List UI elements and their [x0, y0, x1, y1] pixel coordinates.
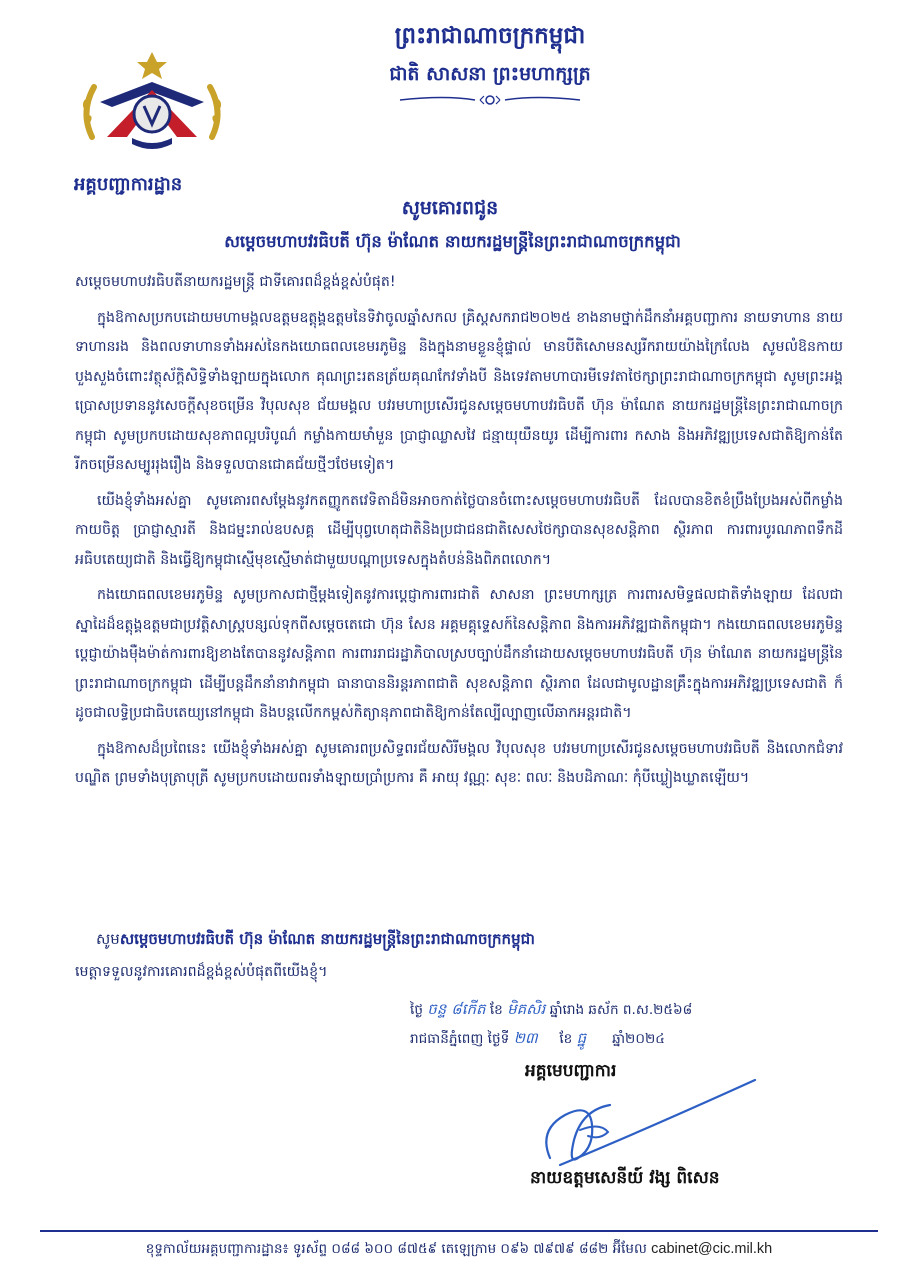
closing-addressee: សម្តេចមហាបវរធិបតី ហ៊ុន ម៉ាណែត នាយករដ្ឋមន្ត្រីនៃព្រះរាជាណាចក្រកម្ពុជា: [119, 930, 535, 948]
footer-contact: [40, 1240, 878, 1260]
signatory-title: អគ្គមេបញ្ជាការ: [525, 1061, 617, 1081]
handwritten-signature: [530, 1070, 760, 1180]
footer-contact-text: ខុទ្ទកាល័យអគ្គបញ្ជាការដ្ឋាន៖ ទូរស័ព្ទ ០៨៨ ៦០០ ៨៧៥៩ តេឡេក្រាម ០៩៦ ៧៩៧៩ ៨៨២ អ៊ីមែល: [145, 1241, 647, 1257]
closing-line-1: [96, 930, 856, 952]
ornament-divider-icon: [395, 92, 585, 106]
lunar-month-label: ខែ: [489, 1002, 503, 1018]
body-paragraph-4: ក្នុងឱកាសដ៏ប្រពៃនេះ យើងខ្ញុំទាំងអស់គ្នា សូមគោរពប្រសិទ្ធពរជ័យសិរីមង្គល វិបុលសុខ បវរមហាប្រសើរជូនសម្តេចមហាបវរធិបតី និងលោកជំទាវបណ្ឌិត ព្រមទាំងបុត្រាបុត្រី សូមប្រកបដោយពរទាំងឡាយប្រាំប្រការ គឺ អាយុ វណ្ណៈ សុខៈ ពលៈ និងបដិភាណៈ កុំបីឃ្លៀងឃ្លាតឡើយ។: [75, 740, 843, 786]
closing-prefix: សូម: [96, 930, 120, 948]
military-emblem-icon: [72, 42, 232, 167]
footer-email[interactable]: cabinet@cic.mil.kh: [651, 1241, 773, 1257]
lunar-prefix: ថ្ងៃ: [410, 1002, 423, 1018]
body-paragraph-1: ក្នុងឱកាសប្រកបដោយមហាមង្គលឧត្តមឧត្តុង្គឧត្តមនៃទិវាចូលឆ្នាំសកល គ្រិស្តសករាជ២០២៥ ខាងនាមថ្នាក់ដឹកនាំអគ្គបញ្ជាការ នាយទាហាន នាយទាហានរង និងពលទាហានទាំងអស់នៃកងយោធពលខេមរភូមិន្ទ និងក្នុងនាមខ្លួនខ្ញុំផ្ទាល់ មានបីតិសោមនស្សរីករាយយ៉ាងក្រៃលែង សូមលំឱនកាយបួងសួងចំពោះវត្ថុស័ក្តិសិទ្ធិទាំងឡាយក្នុងលោក គុណព្រះរតនត្រ័យគុណកែវទាំងបី និងទេវតាមហាបារមីទេវតាថៃក្សាព្រះរាជាណាចក្រកម្ពុជា សូមព្រះអង្គប្រោសប្រទាននូវសេចក្តីសុខចម្រើន វិបុលសុខ ជ័យមង្គល បវរមហាប្រសើរជូនសម្តេចមហាបវរធិបតី ហ៊ុន ម៉ាណែត នាយករដ្ឋមន្ត្រីនៃព្រះរាជាណាចក្រកម្ពុជា សូមប្រកបដោយសុខភាពល្អបរិបូណ៌ កម្លាំងកាយមាំមួន ប្រាជ្ញាឈ្លាសវៃ ជន្មាយុយឺនយូរ ដើម្បីការពារ កសាង និងអភិវឌ្ឍប្រទេសជាតិឱ្យកាន់តែរីកចម្រើនសម្បូររុងរឿង និងទទួលបានជោគជ័យថ្មីៗថែមទៀត។: [75, 309, 843, 473]
greeting-line: សម្ដេចមហាបវរធិបតីនាយករដ្ឋមន្ត្រី ជាទីគោរពដ៏ខ្ពង់ខ្ពស់បំផុត!: [75, 274, 396, 290]
national-motto: ជាតិ សាសនា ព្រះមហាក្សត្រ: [389, 63, 591, 85]
letter-body: [75, 268, 843, 800]
signatory-name: នាយឧត្តមសេនីយ៍ វង្ស ពិសេន: [530, 1168, 720, 1188]
lunar-day: ចន្ទ ៨កើត: [427, 1000, 486, 1018]
lunar-year: ឆ្នាំរោង ឆស័ក ព.ស.២៥៦៨: [549, 1002, 693, 1018]
addressee: សម្ដេចមហាបវរធិបតី ហ៊ុន ម៉ាណែត នាយករដ្ឋមន្ត្រីនៃព្រះរាជាណាចក្រកម្ពុជា: [224, 232, 681, 251]
kingdom-title: ព្រះរាជាណាចក្រកម្ពុជា: [394, 22, 586, 49]
date-day: ២៣: [513, 1029, 538, 1047]
footer-divider: [40, 1230, 878, 1232]
month-label: ខែ: [559, 1031, 573, 1047]
date-year: ឆ្នាំ២០២៤: [612, 1031, 665, 1047]
salutation: សូមគោរពជូន: [401, 197, 499, 219]
place-prefix: រាជធានីភ្នំពេញ ថ្ងៃទី: [410, 1031, 510, 1047]
dateline: [410, 995, 860, 1053]
lunar-date-line: [410, 995, 860, 1024]
organization-name: អគ្គបញ្ជាការដ្ឋាន: [74, 174, 183, 195]
date-month: ធ្នូ: [576, 1029, 587, 1047]
solar-date-line: [410, 1024, 860, 1053]
lunar-month: មិគសិរ: [507, 1000, 546, 1018]
body-paragraph-3: កងយោធពលខេមរភូមិន្ទ សូមប្រកាសជាថ្មីម្តងទៀតនូវការប្តេជ្ញាការពារជាតិ សាសនា ព្រះមហាក្សត្រ ការពារសមិទ្ធផលជាតិទាំងឡាយ ដែលជាស្នាដៃដ៏ឧត្តុង្គឧត្តមជាប្រវត្តិសាស្ត្របន្សល់ទុកពីសម្តេចតេជោ ហ៊ុន សែន អគ្គមគ្គុទ្ទេសក៍នៃសន្តិភាព និងការអភិវឌ្ឍជាតិកម្ពុជា។ កងយោធពលខេមរភូមិន្ទ ប្តេជ្ញាយ៉ាងម៉ឺងម៉ាត់ការពារឱ្យខាងតែបាននូវសន្តិភាព ការពាររាជរដ្ឋាភិបាលស្របច្បាប់ដឹកនាំដោយសម្តេចមហាបវរធិបតី ហ៊ុន ម៉ាណែត នាយករដ្ឋមន្ត្រីនៃព្រះរាជាណាចក្រកម្ពុជា ដើម្បីបន្តដឹកនាំនាវាកម្ពុជា ធានាបាននិរន្តរភាពជាតិ សុខសន្តិភាព ស្ថិរភាព ដែលជាមូលដ្ឋានគ្រឹះក្នុងការអភិវឌ្ឍប្រទេសជាតិ ក៏ដូចជាលទ្ធិប្រជាធិបតេយ្យនៅកម្ពុជា និងបន្តលើកកម្ពស់កិត្យានុភាពជាតិឱ្យកាន់តែល្បីល្បាញលើឆាកអន្តរជាតិ។: [75, 587, 843, 721]
closing-line-2: មេត្តាទទួលនូវការគោរពដ៏ខ្ពង់ខ្ពស់បំផុតពីយើងខ្ញុំ។: [75, 964, 328, 980]
body-paragraph-2: យើងខ្ញុំទាំងអស់គ្នា សូមគោរពសម្តែងនូវកតញ្ញូកតវេទិតាដ៏មិនអាចកាត់ថ្លៃបានចំពោះសម្តេចមហាបវរធិបតី ដែលបានខិតខំប្រឹងប្រែងអស់ពីកម្លាំងកាយចិត្ត ប្រាជ្ញាស្មារតី និងជម្នះរាល់ឧបសគ្គ ដើម្បីបុព្វហេតុជាតិនិងប្រជាជនជាតិសេសថៃក្សាបានសុខសន្តិភាព ស្ថិរភាព ការពារបូរណភាពទឹកដី អធិបតេយ្យជាតិ និងធ្វើឱ្យកម្ពុជាស្មើមុខស្មើមាត់ជាមួយបណ្តាប្រទេសក្នុងតំបន់និងពិភពលោក។: [75, 492, 843, 568]
